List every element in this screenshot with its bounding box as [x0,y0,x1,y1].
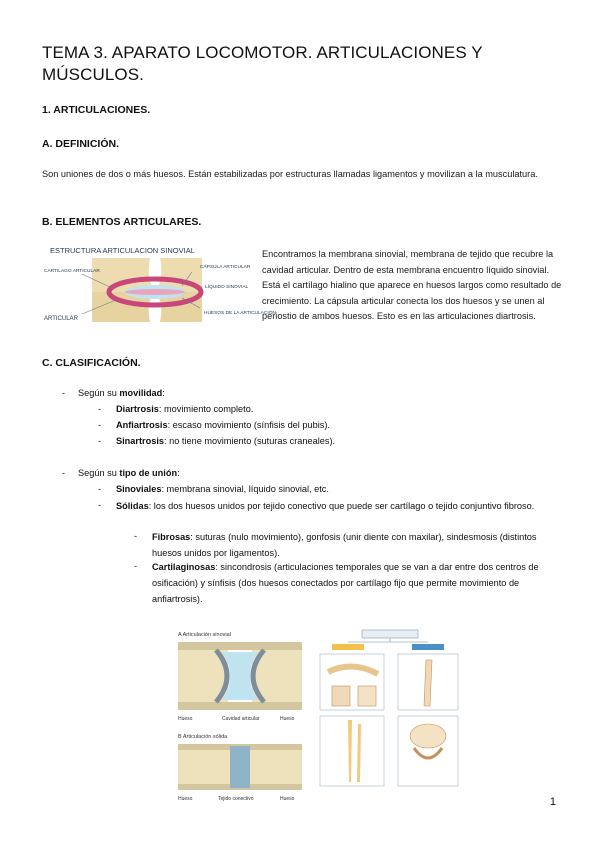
list-item [116,402,253,417]
item-desc: : sincondrosis (articulaciones temporales que se van a dar entre dos centros de osificación) y sínfisis (dos huesos conectados por cartílago fijo que permite movimiento de anfiartrosis). [152,562,539,604]
bullet-dash: - [62,468,66,478]
list-item [116,418,330,433]
label-capsula: CÁPSULA ARTICULAR [200,265,251,270]
item-desc: : no tiene movimiento (suturas craneales). [164,436,336,446]
synovial-joint-figure [42,244,276,336]
list-subitem [152,559,562,607]
label-hueso: Hueso [280,716,295,722]
item-desc: : suturas (nulo movimiento), gonfosis (unir diente con maxilar), sindesmosis (distintos huesos unidos por ligamentos). [152,532,537,558]
elementos-paragraph: Encontramos la membrana sinovial, membrana de tejido que recubre la cavidad articular. Dentro de esta membrana encuentro líquido sinovial. Está el cartílago hialino que aparece en huesos largos como resultado de crecimiento. La cápsula articular conecta los dos huesos y se unen al periostio de ambos huesos. Esto es en las articulaciones diartrosis. [262,249,562,321]
label-a: A Articulación sinovial [178,632,231,638]
bullet-dash: - [134,561,138,571]
joint-types-illustration [176,628,304,804]
section-heading-articulaciones: 1. ARTICULACIONES. [42,104,151,116]
item-desc: : membrana sinovial, líquido sinovial, etc. [161,484,329,494]
page-title: TEMA 3. APARATO LOCOMOTOR. ARTICULACIONES Y MÚSCULOS. [42,43,483,84]
list-union-heading [78,466,180,481]
item-desc: : escaso movimiento (sínfisis del pubis). [167,420,330,430]
union-prefix: Según su [78,468,120,478]
item-term: Anfiartrosis [116,420,168,430]
bullet-dash: - [98,420,102,430]
bullet-dash: - [98,484,102,494]
bullet-dash: - [98,404,102,414]
item-desc: : los dos huesos unidos por tejido conectivo que puede ser cartílago o tejido conjuntivo fibroso. [148,501,535,511]
bullet-dash: - [98,500,102,510]
list-item [116,434,335,449]
classification-diagram-figure [318,628,462,788]
heading-definicion: A. DEFINICIÓN. [42,138,120,150]
item-term: Fibrosas [152,532,191,542]
label-articular: ARTICULAR [44,316,78,322]
joint-types-figure [176,628,304,804]
item-term: Sinoviales [116,484,162,494]
list-item [116,498,556,514]
synovial-joint-illustration [42,244,276,336]
movilidad-prefix: Según su [78,388,120,398]
label-cavidad: Cavidad articular [222,716,260,722]
classification-diagram [318,628,462,788]
list-movilidad-heading [78,386,165,401]
item-term: Diartrosis [116,404,159,414]
item-term: Sinartrosis [116,436,164,446]
item-term: Cartilaginosas [152,562,216,572]
label-hueso: Hueso [280,796,295,802]
label-tejido: Tejido conectivo [218,796,254,802]
item-desc: : movimiento completo. [158,404,254,414]
label-b: B Articulación sólida [178,734,228,740]
union-key: tipo de unión [119,468,178,478]
movilidad-suffix: : [162,388,165,398]
bullet-dash: - [134,531,138,541]
item-term: Sólidas [116,501,149,511]
figure-title: ESTRUCTURA ARTICULACION SINOVIAL [50,246,195,255]
definition-paragraph: Son uniones de dos o más huesos. Están estabilizadas por estructuras llamadas ligamentos y movilizan a la musculatura. [42,169,538,179]
heading-clasificacion: C. CLASIFICACIÓN. [42,357,141,369]
bullet-dash: - [62,388,66,398]
label-hueso: Hueso [178,716,193,722]
bullet-dash: - [98,436,102,446]
union-suffix: : [177,468,180,478]
heading-elementos: B. ELEMENTOS ARTICULARES. [42,216,202,228]
list-subitem [152,529,562,561]
movilidad-key: movilidad [119,388,163,398]
label-cartilago: CARTILAGO ARTICULAR [44,269,100,274]
label-hueso: Hueso [178,796,193,802]
page-number: 1 [549,796,556,808]
label-liquido: LÍQUIDO SINOVIAL [205,285,249,290]
label-huesos: HUESOS DE LA ARTICULACIÓN [204,311,276,316]
list-item [116,482,556,497]
